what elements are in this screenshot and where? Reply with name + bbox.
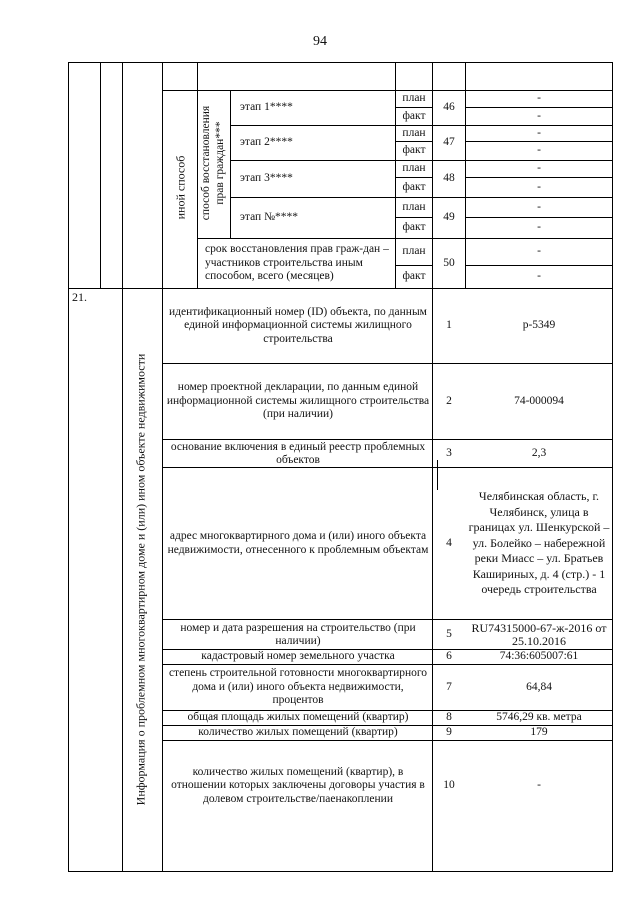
method-label: иной способ xyxy=(173,155,188,220)
row-number: 7 xyxy=(446,680,452,693)
row-label: количество жилых помещений (квартир), в отношении которых заключены договоры участия в долевом строительстве/паенакоплении xyxy=(171,765,425,805)
fact-label: факт xyxy=(402,144,426,157)
row-number: 6 xyxy=(446,650,452,663)
fact-label: факт xyxy=(402,109,426,122)
fact-label: факт xyxy=(402,180,426,193)
row-number: 2 xyxy=(446,394,452,407)
row-number: 3 xyxy=(446,446,452,459)
section-number: 21. xyxy=(72,290,87,305)
fact-value: - xyxy=(537,109,541,122)
row-number: 47 xyxy=(443,136,455,149)
row-value: 64,84 xyxy=(526,680,552,693)
row-label: кадастровый номер земельного участка xyxy=(201,650,395,663)
fact-label: факт xyxy=(402,270,426,283)
row-number: 46 xyxy=(443,101,455,114)
plan-label: план xyxy=(402,245,426,258)
plan-value: - xyxy=(537,92,541,105)
row-label: идентификационный номер (ID) объекта, по данным единой информационной системы жилищного строительства xyxy=(169,305,427,345)
term-label: срок восстановления прав граж-дан – участников строительства иным способом, всего (месяцев) xyxy=(205,243,389,283)
stage-name: этап №**** xyxy=(240,211,299,224)
row-value: 74-000094 xyxy=(514,394,564,407)
row-value: 74:36:605007:61 xyxy=(499,650,579,663)
plan-value: - xyxy=(537,245,541,258)
plan-value: - xyxy=(537,126,541,139)
row-number: 5 xyxy=(446,627,452,640)
plan-value: - xyxy=(537,162,541,175)
plan-label: план xyxy=(402,162,426,175)
row-value: - xyxy=(537,779,541,792)
row-value: р-5349 xyxy=(522,319,556,332)
row-value: 2,3 xyxy=(531,446,547,459)
page-number: 94 xyxy=(313,34,327,49)
plan-label: план xyxy=(402,92,426,105)
row-label: номер и дата разрешения на строительство (при наличии) xyxy=(180,621,416,647)
row-label: степень строительной готовности многоквартирного дома и (или) иного объекта недвижимости, процентов xyxy=(168,667,428,707)
row-value: RU74315000-67-ж-2016 от 25.10.2016 xyxy=(471,620,607,648)
plan-label: план xyxy=(402,126,426,139)
fact-value: - xyxy=(537,180,541,193)
stage-name: этап 2**** xyxy=(240,136,293,149)
fact-value: - xyxy=(537,144,541,157)
row-label: адрес многоквартирного дома и (или) иного объекта недвижимости, отнесенного к проблемным объектам xyxy=(167,530,429,556)
stage-name: этап 3**** xyxy=(240,172,293,185)
row-label: количество жилых помещений (квартир) xyxy=(198,726,398,739)
row-value: 5746,29 кв. метра xyxy=(496,711,582,724)
row-value: Челябинская область, г. Челябинск, улица в границах ул. Шенкурской – ул. Болейко – набережной реки Миасс – ул. Братьев Кашириных, д. 4 (стр.) - 1 очередь строительства xyxy=(468,489,610,597)
plan-label: план xyxy=(402,200,426,213)
section-vertical-label: Информация о проблемном многоквартирном доме и (или) ином объекте недвижимости xyxy=(133,353,148,806)
fact-value: - xyxy=(537,270,541,283)
row-label: номер проектной декларации, по данным единой информационной системы жилищного строительства (при наличии) xyxy=(166,381,430,421)
row-label: основание включения в единый реестр проблемных объектов xyxy=(170,441,426,466)
row-number: 4 xyxy=(446,536,452,549)
row-number: 1 xyxy=(446,319,452,332)
row-number: 9 xyxy=(446,726,452,739)
stage-name: этап 1**** xyxy=(240,101,293,114)
fact-value: - xyxy=(537,221,541,234)
row-number: 49 xyxy=(443,211,455,224)
row-value: 179 xyxy=(530,726,548,739)
fact-label: факт xyxy=(402,221,426,234)
row-number: 48 xyxy=(443,172,455,185)
row-label: общая площадь жилых помещений (квартир) xyxy=(187,711,409,724)
row-number: 8 xyxy=(446,711,452,724)
row-number: 50 xyxy=(443,256,455,269)
row-number: 10 xyxy=(443,779,455,792)
plan-value: - xyxy=(537,200,541,213)
restore-method-label: способ восстановления прав граждан*** xyxy=(200,105,226,221)
